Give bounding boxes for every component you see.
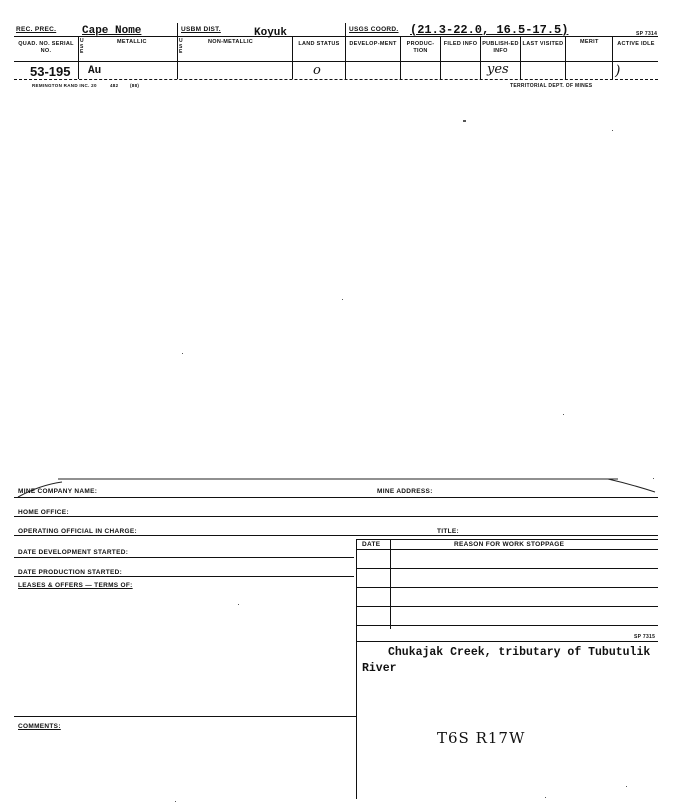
divider: [345, 23, 346, 79]
divider: [440, 37, 441, 79]
metallic-use-letters: U S E: [80, 38, 84, 55]
operating-official-label: OPERATING OFFICIAL IN CHARGE:: [18, 528, 137, 535]
printer-code: 482: [110, 83, 119, 88]
divider: [565, 37, 566, 79]
nonmetallic-header: NON-METALLIC: [208, 39, 254, 45]
metallic-value: Au: [88, 65, 102, 77]
record-rule: [14, 79, 658, 80]
quad-no-label: QUAD. NO.: [18, 41, 50, 47]
divider: [177, 23, 178, 79]
divider: [612, 37, 613, 79]
land-status-value: o: [313, 63, 321, 78]
development-header: DEVELOP-MENT: [349, 41, 397, 47]
development-rule: [14, 557, 354, 558]
published-info-value: yes: [487, 62, 509, 77]
date-production-label: DATE PRODUCTION STARTED:: [18, 569, 123, 576]
rec-prec-label: REC. PREC.: [16, 26, 57, 33]
divider: [520, 37, 521, 79]
center-divider: [356, 539, 357, 799]
mine-company-name-label: MINE COMPANY NAME:: [18, 488, 98, 495]
active-idle-header: ACTIVE IDLE: [617, 41, 655, 47]
scan-speck: [626, 786, 627, 787]
scan-speck: [175, 801, 176, 802]
divider: [292, 37, 293, 79]
rec-prec-value: Cape Nome: [82, 25, 142, 37]
comments-label: COMMENTS:: [18, 723, 61, 730]
scan-speck: [563, 414, 564, 415]
lower-form-number: SP 7315: [634, 634, 656, 640]
production-rule: [14, 576, 354, 577]
scan-speck: [463, 120, 466, 122]
stoppage-row-rule: [356, 606, 658, 607]
stoppage-row-rule: [356, 587, 658, 588]
filed-info-header: FILED INFO: [443, 41, 478, 47]
usgs-coord-value: (21.3-22.0, 16.5-17.5): [410, 23, 569, 37]
stoppage-row-rule: [356, 568, 658, 569]
printer-imprint: REMINGTON RAND INC. 20: [32, 83, 97, 88]
stoppage-bottom-rule: [356, 641, 658, 642]
column-header-rule: [14, 61, 658, 62]
divider: [400, 37, 401, 79]
active-idle-mark: ): [615, 63, 621, 79]
production-header: PRODUC-TION: [406, 41, 435, 54]
merit-header: MERIT: [580, 39, 599, 45]
stoppage-header-rule: [356, 549, 658, 550]
quad-serial-header: [16, 41, 76, 55]
reason-column-label: REASON FOR WORK STOPPAGE: [454, 541, 565, 548]
divider: [480, 37, 481, 79]
home-office-label: HOME OFFICE:: [18, 509, 69, 516]
usgs-coord-label: USGS COORD.: [349, 26, 399, 33]
card-top-edge: [0, 470, 678, 500]
usbm-dist-value: Koyuk: [254, 27, 288, 39]
land-status-header: LAND STATUS: [298, 41, 340, 47]
date-development-label: DATE DEVELOPMENT STARTED:: [18, 549, 129, 556]
divider: [78, 37, 79, 79]
scan-speck: [342, 299, 343, 300]
stoppage-row-rule: [356, 625, 658, 626]
company-rule: [14, 497, 658, 498]
department-imprint: TERRITORIAL DEPT. OF MINES: [510, 83, 593, 89]
last-visited-header: LAST VISITED: [522, 41, 564, 47]
home-office-rule: [14, 516, 658, 517]
scan-speck: [545, 797, 546, 798]
quad-serial-value: 53-195: [30, 64, 71, 79]
scan-speck: [238, 604, 239, 605]
scan-speck: [182, 353, 183, 354]
nonmetallic-use-letters: U S E: [179, 38, 183, 55]
township-range: T6S R17W: [437, 729, 526, 747]
serial-no-label: SERIAL NO.: [40, 41, 74, 54]
leases-offers-label: LEASES & OFFERS — TERMS OF:: [18, 582, 133, 589]
form-number: SP 7314: [636, 31, 658, 37]
metallic-header: METALLIC: [117, 39, 147, 45]
printer-code-secondary: (88): [130, 83, 140, 88]
official-rule: [14, 535, 658, 536]
stoppage-header-top-rule: [356, 539, 658, 540]
usbm-dist-label: USBM DIST.: [181, 26, 221, 33]
comments-rule: [14, 716, 356, 717]
published-info-header: PUBLISH-ED INFO: [482, 41, 519, 54]
location-note: Chukajak Creek, tributary of Tubutulik River: [362, 646, 651, 675]
mine-address-label: MINE ADDRESS:: [377, 488, 433, 495]
title-label: TITLE:: [437, 528, 460, 535]
date-column-divider: [390, 539, 391, 629]
scan-speck: [612, 130, 613, 131]
date-column-label: DATE: [362, 541, 381, 548]
